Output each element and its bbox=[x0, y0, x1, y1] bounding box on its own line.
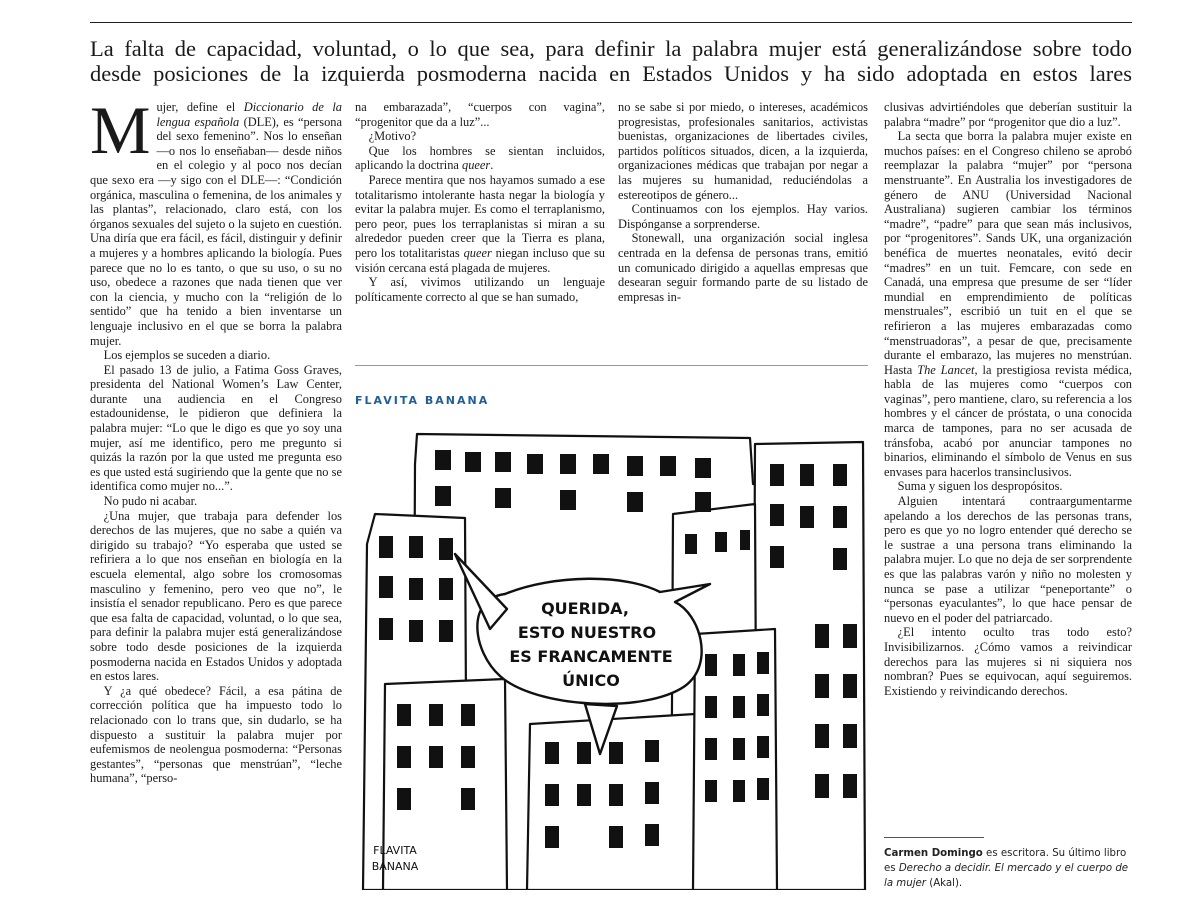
paragraph: ¿El intento oculto tras todo esto? Invisibilizarnos. ¿Cómo vamos a reivindicar derechos para las mujeres si ni siquiera nos nombran? Pues se equivocan, aquí seguiremos. Existiendo y reivindicando derechos. bbox=[884, 625, 1132, 698]
author-rule bbox=[884, 837, 984, 838]
bubble-line-1: QUERIDA, bbox=[541, 599, 629, 618]
subheading-line-1: La falta de capacidad, voluntad, o lo que sea, para definir la palabra mujer está generalizándose sobre todo bbox=[90, 36, 1132, 61]
paragraph: Y así, vivimos utilizando un lenguaje políticamente correcto al que se han sumado, bbox=[355, 275, 605, 304]
paragraph: no se sabe si por miedo, o intereses, académicos progresistas, profesionales sanitarios, activistas buenistas, organizaciones de libertades civiles, partidos políticos situados, dicen, a la izquierda, organizaciones médicas que trabajan por negar a las mujeres su humanidad, reduciéndolas a estereotipos de género... bbox=[618, 100, 868, 202]
article-column-3 bbox=[618, 100, 868, 304]
paragraph: ¿Motivo? bbox=[368, 129, 417, 144]
article-subheading bbox=[90, 36, 1132, 86]
paragraph: Que los hombres se sientan incluidos, aplicando la doctrina queer. bbox=[355, 143, 605, 173]
paragraph: na embarazada”, “cuerpos con vagina”, “progenitor que da a luz”... bbox=[355, 100, 605, 129]
article-column-2 bbox=[355, 100, 605, 304]
article-column-1 bbox=[90, 92, 342, 786]
subheading-line-2: desde posiciones de la izquierda posmoderna nacida en Estados Unidos y ha sido adoptada en estos lares bbox=[90, 61, 1132, 86]
book-title: Derecho a decidir. El mercado y el cuerpo de la mujer bbox=[884, 863, 1129, 889]
cartoon-credit-label: FLAVITA BANANA bbox=[355, 394, 490, 407]
paragraph: El pasado 13 de julio, a Fatima Goss Graves, presidenta del National Women’s Law Center, durante una audiencia en el Congreso estadounidense, le pidieron que definiera la palabra mujer: “Lo que le digo es que yo soy una mujer, así me identifico, pero me pregunto si quizás la razón por la que usted me pregunta eso es que usted está sugiriendo que la gente que no se identifica como mujer no...”. bbox=[90, 362, 342, 494]
paragraph: No pudo ni acabar. bbox=[103, 494, 198, 509]
paragraph: Continuamos con los ejemplos. Hay varios. Dispónganse a sorprenderse. bbox=[618, 202, 868, 231]
paragraph: Suma y siguen los despropósitos. bbox=[897, 479, 1063, 494]
top-rule bbox=[90, 22, 1132, 23]
bubble-line-4: ÚNICO bbox=[562, 671, 620, 690]
paragraph: clusivas advirtiéndoles que deberían sustituir la palabra “madre” por “progenitor que dio a luz”. bbox=[884, 100, 1132, 129]
paragraph: Los ejemplos se suceden a diario. bbox=[103, 348, 271, 363]
dictionary-title: Diccionario de la lengua española bbox=[156, 100, 342, 129]
author-bio: Carmen Domingo es escritora. Su último libro es Derecho a decidir. El mercado y el cuerpo de la mujer (Akal). bbox=[884, 848, 1129, 889]
cartoon-top-rule bbox=[355, 365, 868, 366]
journal-title: The Lancet bbox=[917, 362, 975, 377]
article-column-4 bbox=[884, 100, 1132, 698]
paragraph: Parece mentira que nos hayamos sumado a ese totalitarismo intolerante hasta negar la biología y evitar la palabra mujer. Es como el terraplanismo, pero peor, pues los terraplanistas si miran a su alrededor pueden creer que la Tierra es plana, pero los totalitaristas queer niegan incluso que su visión cercana está plagada de mujeres. bbox=[355, 172, 605, 275]
paragraph: Alguien intentará contraargumentarme apelando a los derechos de las personas trans, pero es que yo no logro entender qué derecho se le sustrae a una persona trans eliminando la palabra mujer. Lo que no deja de ser sorprendente es que las palabras varón y niño no molesten y nunca se pase a utilizar “peneportante” o “personas eyaculantes”, lo que hace pensar de nuevo en el poder del patriarcado. bbox=[884, 494, 1132, 625]
paragraph: ¿Una mujer, que trabaja para defender los derechos de las mujeres, que no sabe a quién va dirigido su trabajo? “Yo esperaba que usted se refiriera a lo que nos enseñan en biología en la escuela elemental, algo sobre los cromosomas masculino y femenino, pero veo que no”, le insistía el senador republicano. Pero es que parece que esa falta de capacidad, voluntad, o lo que sea, para definir la palabra mujer está generalizándose sobre todo desde posiciones de la izquierda posmoderna nacida en Estados Unidos y adoptada en estos lares. bbox=[90, 508, 342, 684]
paragraph: Y ¿a qué obedece? Fácil, a esa pátina de corrección política que ha impuesto todo lo relacionado con lo trans que, sin dudarlo, se ha dispuesto a sustituir la palabra mujer por eufemismos de neolengua posmoderna: “Personas gestantes”, “personas que menstrúan”, “leche humana”, “perso- bbox=[90, 683, 342, 786]
paragraph: La secta que borra la palabra mujer existe en muchos países: en el Congreso chileno se aprobó reemplazar la palabra “mujer” por “persona menstruante”. En Australia los investigadores de género de ANU (Universidad Nacional Australiana) sugieren cambiar los términos “madre”, “padre” para que sean más inclusivos, por “progenitores”. Sands UK, una organización benéfica de muertes neonatales, evitó decir “madres” en un tuit. Femcare, con sede en Canadá, una empresa que presume de ser “líder mundial en emprendimiento de políticas menstruales”, escribió un tuit en el que se refirieron a las mujeres embarazadas como “menstruadoras”, a pesar de que, precisamente durante el embarazo, las mujeres no menstrúan. Hasta The Lancet, la prestigiosa revista médica, habla de las mujeres como “cuerpos con vaginas”, pero mantiene, claro, su referencia a los hombres y el cáncer de próstata, o una conocida marca de tampones, para no ser acusada de tránsfoba, acabó por anunciar tampones no binarios, eliminando el símbolo de Venus en sus envases para hacerlos transinclusivos. bbox=[884, 129, 1132, 479]
cartoon-illustration bbox=[355, 424, 867, 890]
bubble-line-3: ES FRANCAMENTE bbox=[509, 647, 673, 666]
bubble-line-2: ESTO NUESTRO bbox=[517, 623, 657, 642]
author-name: Carmen Domingo bbox=[884, 848, 983, 859]
paragraph: Mujer, define el Diccionario de la lengua española (DLE), es “persona del sexo femenino”. Nos lo enseñan —o nos lo enseñaban— desde niños en el colegio y al poco nos decían que sexo era —y sigo con el DLE—: “Condición orgánica, masculina o femenina, de los animales y las plantas”, relacionado, claro está, con los órganos sexuales del sujeto o la sujeto en cuestión. Una diría que era fácil, es fácil, distinguir y definir a mujeres y a hombres aplicando la biología. Pues parece que no lo es tanto, o que su uso, o su no uso, obedece a razones que nada tienen que ver con la ciencia, y mucho con la “religión de lo sentido” que ha tenido a bien inventarse un lenguaje inclusivo en el que se borra la palabra mujer. bbox=[90, 92, 342, 348]
signature-line-1: FLAVITA bbox=[373, 844, 417, 857]
paragraph: Stonewall, una organización social inglesa centrada en la defensa de personas trans, emitió un comunicado dirigido a aquellas empresas que desearan seguir formando parte de su listado de empresas in- bbox=[618, 231, 868, 304]
signature-line-2: BANANA bbox=[371, 860, 419, 873]
drop-cap: M bbox=[90, 92, 151, 168]
